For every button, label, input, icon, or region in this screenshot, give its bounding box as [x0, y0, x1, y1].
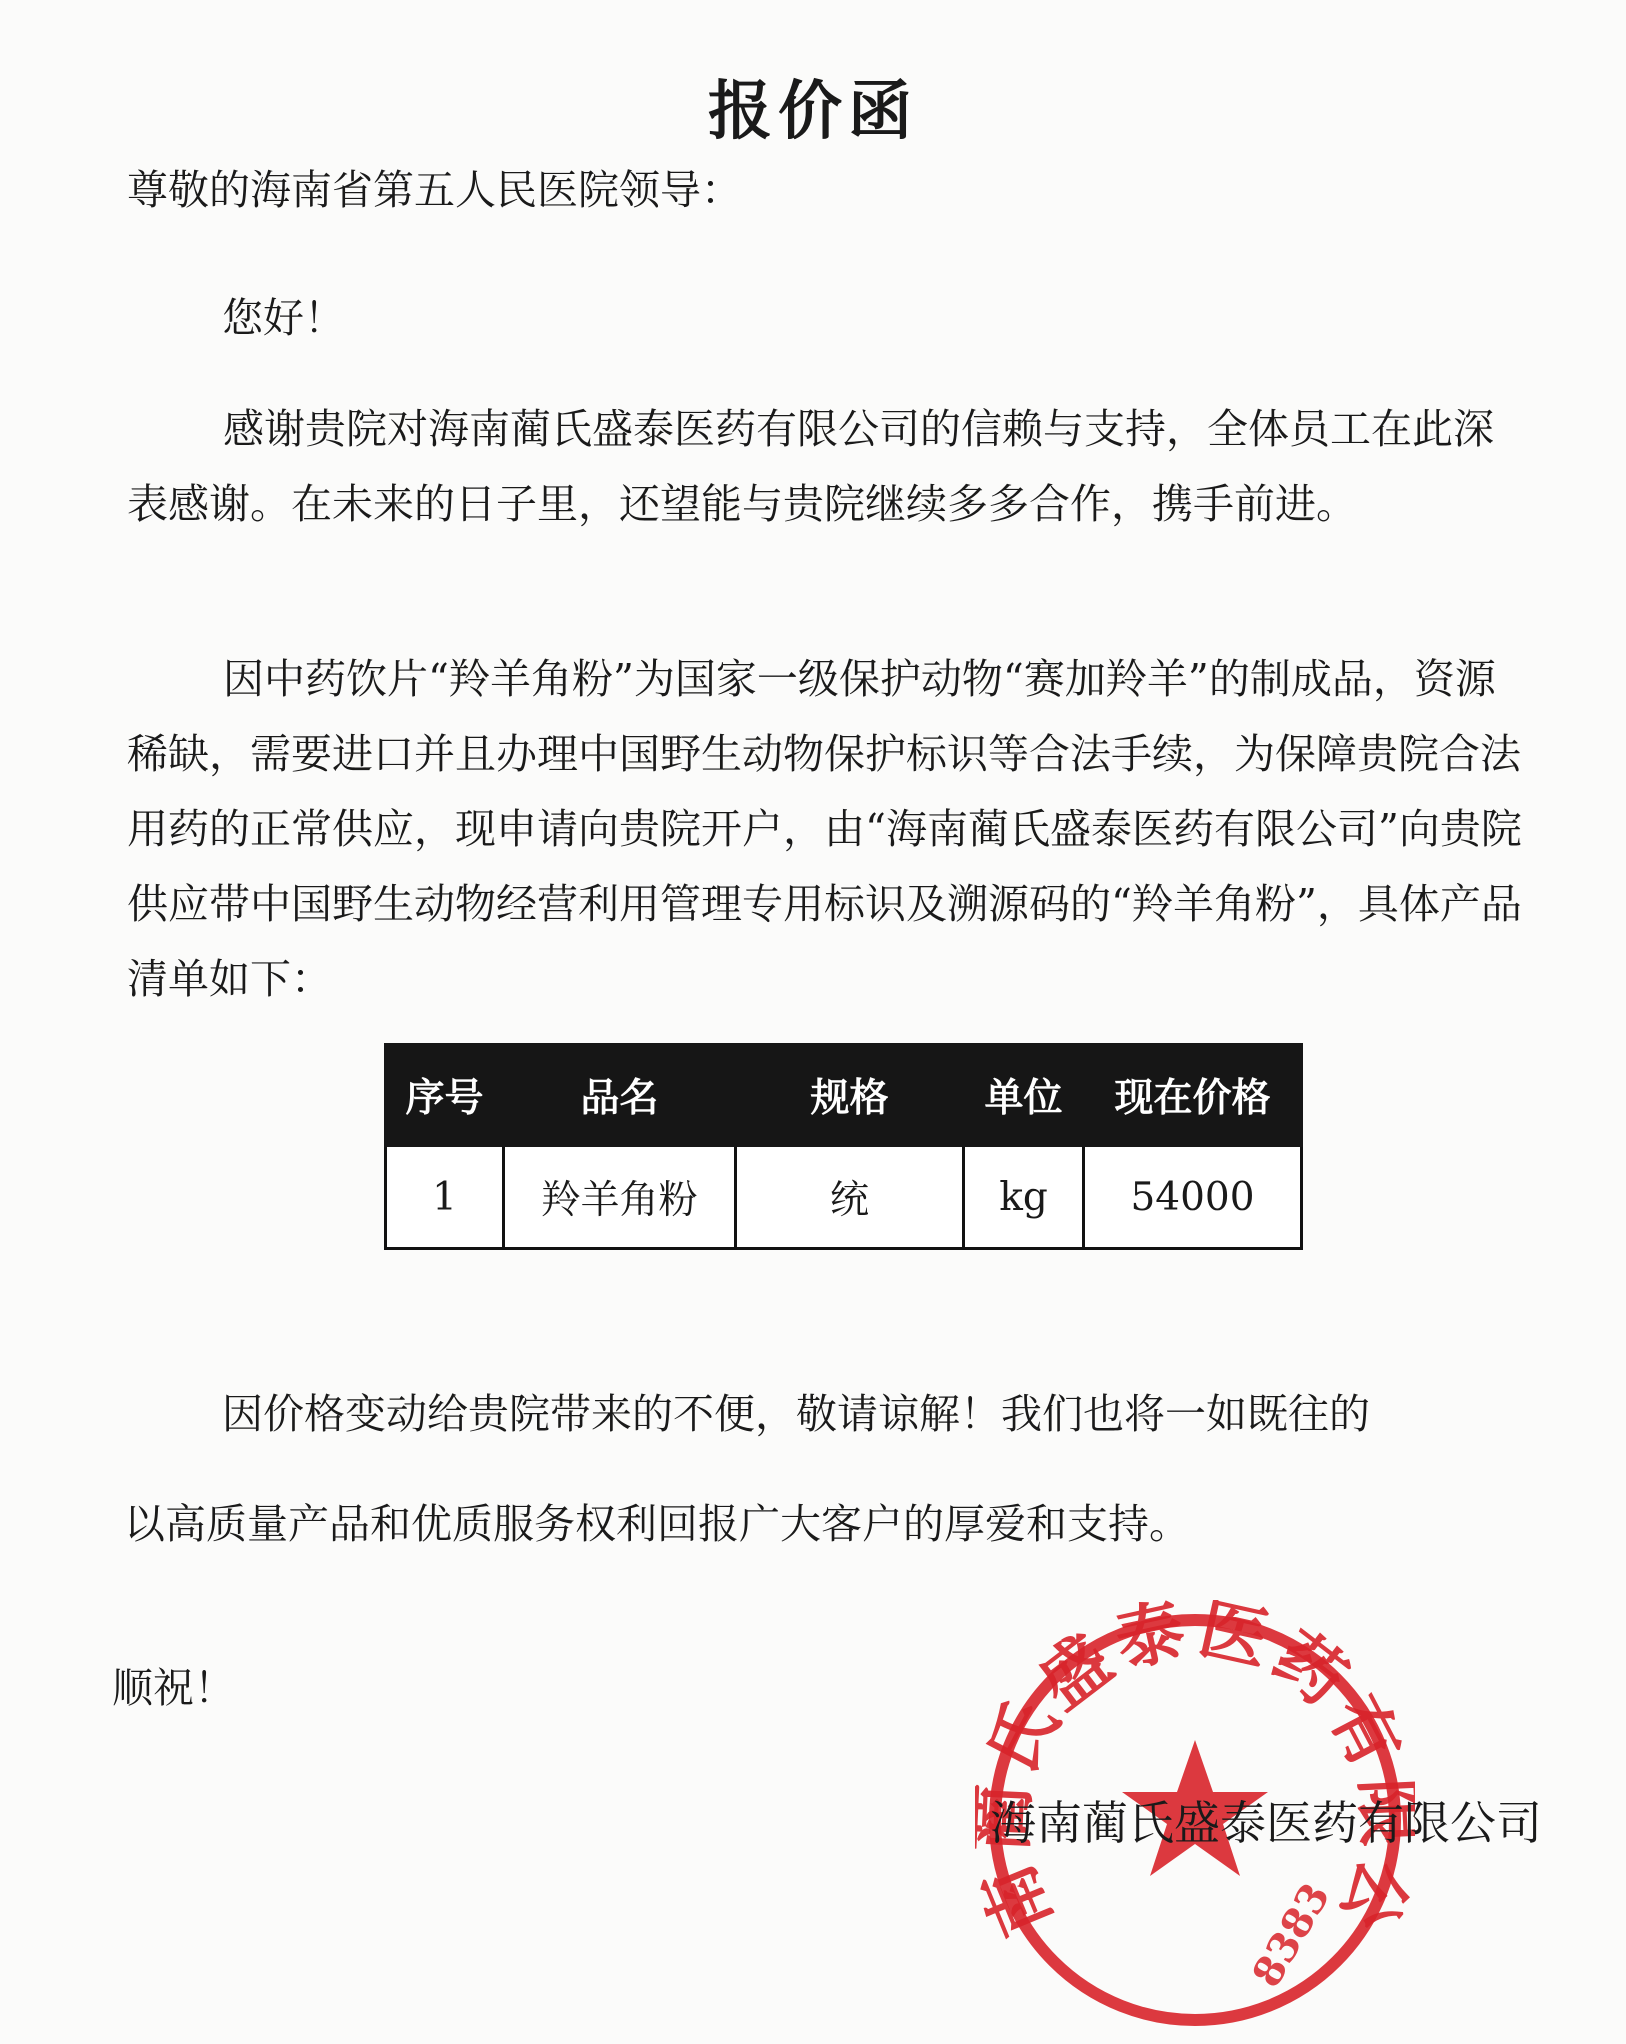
- cell-specification: 统: [736, 1146, 964, 1249]
- paragraph-application: 因中药饮片“羚羊角粉”为国家一级保护动物“赛加羚羊”的制成品，资源稀缺，需要进口并且办理中国野生动物保护标识等合法手续，为保障贵院合法用药的正常供应，现申请向贵院开户，由“海南蔺氏盛泰医药有限公司”向贵院供应带中国野生动物经营利用管理专用标识及溯源码的“羚羊角粉”，具体产品清单如下：: [127, 655, 1522, 1003]
- document-title: 报价函: [708, 74, 918, 149]
- seal-arc-text: 南 氏盛泰医药有 公: [975, 1600, 1415, 1947]
- header-current-price: 现在价格: [1084, 1045, 1302, 1146]
- cell-current-price: 54000: [1084, 1146, 1302, 1249]
- closing-line-1: 因价格变动给贵院带来的不便，敬请谅解！我们也将一如既往的: [222, 1390, 1370, 1438]
- company-signature: 海南蔺氏盛泰医药有限公司: [990, 1796, 1542, 1850]
- salutation: 尊敬的海南省第五人民医院领导：: [127, 166, 742, 214]
- product-table: [384, 1043, 1303, 1250]
- cell-unit: kg: [964, 1146, 1084, 1249]
- cell-product-name: 羚羊角粉: [504, 1146, 736, 1249]
- greeting: 您好！: [222, 294, 345, 342]
- header-index: 序号: [386, 1045, 504, 1146]
- paragraph-thanks: 感谢贵院对海南蔺氏盛泰医药有限公司的信赖与支持，全体员工在此深表感谢。在未来的日子里，还望能与贵院继续多多合作，携手前进。: [127, 405, 1494, 528]
- table-row: [386, 1146, 1302, 1249]
- cell-index: 1: [386, 1146, 504, 1249]
- header-product-name: 品名: [504, 1045, 736, 1146]
- table-header-row: [386, 1045, 1302, 1146]
- closing-line-2: 以高质量产品和优质服务权利回报广大客户的厚爱和支持。: [124, 1500, 1190, 1548]
- seal-code-text: 8383: [1242, 1875, 1340, 1995]
- header-specification: 规格: [736, 1045, 964, 1146]
- regards: 顺祝！: [112, 1664, 235, 1712]
- header-unit: 单位: [964, 1045, 1084, 1146]
